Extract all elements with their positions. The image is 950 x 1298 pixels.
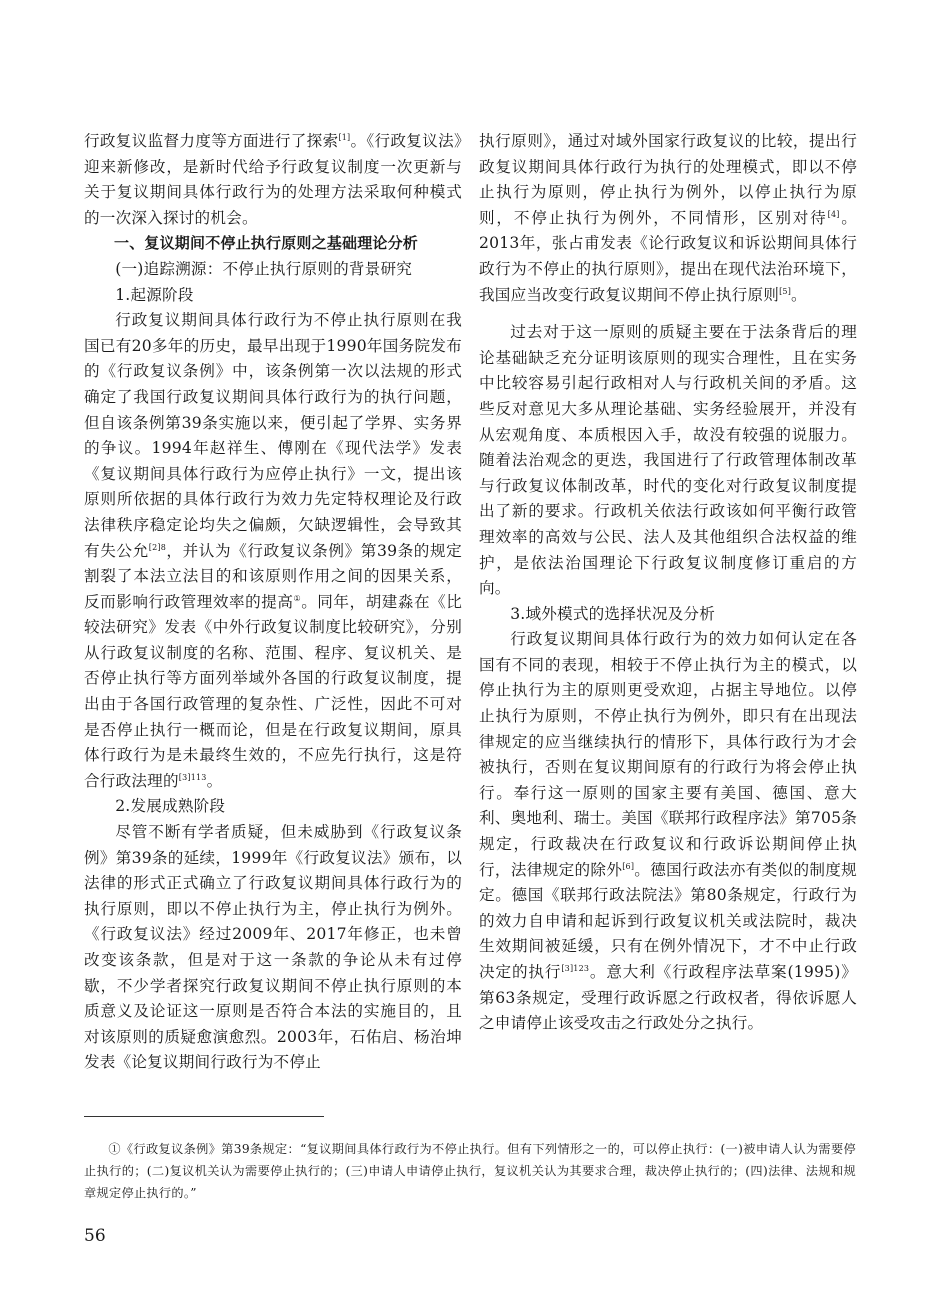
paragraph: 行政复议期间具体行政行为不停止执行原则在我国已有20多年的历史，最早出现于1990年国务院发布的《行政复议条例》中，该条例第一次以法规的形式确定了我国行政复议期间具体行政行为的执行问题，但自该条例第39条实施以来，便引起了学界、实务界的争议。1994年赵祥生、傅刚在《现代法学》发表《复议期间具体行政行为应停止执行》一文，提出该原则所依据的具体行政行为效力先定特权理论及行政法律秩序稳定论均失之偏颇，欠缺逻辑性，会导致其有失公允$^{[2]8}$，并认为《行政复议条例》第39条的规定割裂了本法立法目的和该原则作用之间的因果关系，反而影响行政管理效率的提高①。同年，胡建淼在《比较法研究》发表《中外行政复议制度比较研究》，分别从行政复议制度的名称、范围、程序、复议机关、是否停止执行等方面列举域外各国的行政复议制度，提出由于各国行政管理的复杂性、广泛性，因此不可对是否停止执行一概而论，但是在行政复议期间，原具体行政行为是未最终生效的，不应先行执行，这是符合行政法理的$^{[3]113}$。 xyxy=(84,311,462,790)
citation-ref[interactable]: [1] xyxy=(338,133,351,142)
subsection-heading: (一)追踪溯源：不停止执行原则的背景研究 xyxy=(115,259,413,278)
footnote-divider xyxy=(84,1116,324,1117)
paragraph: 尽管不断有学者质疑，但未威胁到《行政复议条例》第39条的延续，1999年《行政复议法》颁布，以法律的形式正式确立了行政复议期间具体行政行为的执行原则，即以不停止执行为主，停止执行为例外。《行政复议法》经过2009年、2017年修正，也未曾改变该条款，但是对于这一条款的争论从未有过停歇，不少学者探究行政复议期间不停止执行原则的本质意义及论证这一原则是否符合本法的实施目的，且对该原则的质疑愈演愈烈。2003年，石佑启、杨治坤发表《论复议期间行政行为不停止 xyxy=(84,823,462,1072)
citation-ref[interactable]: [4] xyxy=(827,209,840,219)
footnote: ①《行政复议条例》第39条规定：“复议期间具体行政行为不停止执行。但有下列情形之一的，可以停止执行：(一)被申请人认为需要停止执行的；(二)复议机关认为需要停止执行的；(三)申请人申请停止执行，复议机关认为其要求合理，裁决停止执行的；(四)法律、法规和规章规定停止执行的。” xyxy=(84,1142,856,1201)
right-column xyxy=(479,129,857,1037)
citation-ref[interactable]: [5] xyxy=(779,286,792,296)
paragraph: 行政复议监督力度等方面进行了探索[1]。《行政复议法》迎来新修改，是新时代给予行政复议制度一次更新与关于复议期间具体行政行为的处理方法采取何种模式的一次深入探讨的机会。 xyxy=(84,132,462,227)
footnote-ref[interactable]: ① xyxy=(293,593,302,603)
paragraph: 执行原则》，通过对域外国家行政复议的比较，提出行政复议期间具体行政行为执行的处理模式，即以不停止执行为原则，停止执行为例外，以停止执行为原则，不停止执行为例外，不同情形，区别对待[4]。2013年，张占甫发表《论行政复议和诉讼期间具体行政行为不停止的执行原则》，提出在现代法治环境下，我国应当改变行政复议期间不停止执行原则[5]。 xyxy=(479,132,857,304)
section-heading: 一、复议期间不停止执行原则之基础理论分析 xyxy=(114,234,419,253)
item-heading: 2.发展成熟阶段 xyxy=(115,797,226,816)
citation-ref[interactable]: [6] xyxy=(622,861,635,871)
item-heading: 1.起源阶段 xyxy=(115,285,194,304)
citation-ref[interactable]: [2]8 xyxy=(148,542,167,552)
page-number: 56 xyxy=(84,1226,106,1246)
item-heading: 3.域外模式的选择状况及分析 xyxy=(510,604,715,623)
citation-ref[interactable]: [3]123 xyxy=(561,964,590,973)
left-column xyxy=(84,129,462,1076)
paragraph: 过去对于这一原则的质疑主要在于法条背后的理论基础缺乏充分证明该原则的现实合理性，且在实务中比较容易引起行政相对人与行政机关间的矛盾。这些反对意见大多从理论基础、实务经验展开，并没有从宏观角度、本质根因入手，故没有较强的说服力。随着法治观念的更迭，我国进行了行政管理体制改革与行政复议体制改革，时代的变化对行政复议制度提出了新的要求。行政机关依法行政该如何平衡行政管理效率的高效与公民、法人及其他组织合法权益的维护，是依法治国理论下行政复议制度修订重启的方向。 xyxy=(479,323,857,598)
citation-ref[interactable]: [3]113 xyxy=(178,772,207,782)
paragraph: 行政复议期间具体行政行为的效力如何认定在各国有不同的表现，相较于不停止执行为主的模式，以停止执行为主的原则更受欢迎，占据主导地位。以停止执行为原则，不停止执行为例外，即只有在出现法律规定的应当继续执行的情形下，具体行政行为才会被执行，否则在复议期间原有的行政行为将会停止执行。奉行这一原则的国家主要有美国、德国、意大利、奥地利、瑞士。美国《联邦行政程序法》第705条规定，行政裁决在行政复议和行政诉讼期间停止执行，法律规定的除外[6]。德国行政法亦有类似的制度规定。德国《联邦行政法院法》第80条规定，行政行为的效力自申请和起诉到行政复议机关或法院时，裁决生效期间被延缓，只有在例外情况下，才不中止行政决定的执行$^{[3]123}$。意大利《行政程序法草案(1995)》第63条规定，受理行政诉愿之行政权者，得依诉愿人之申请停止该受攻击之行政处分之执行。 xyxy=(479,630,857,1033)
